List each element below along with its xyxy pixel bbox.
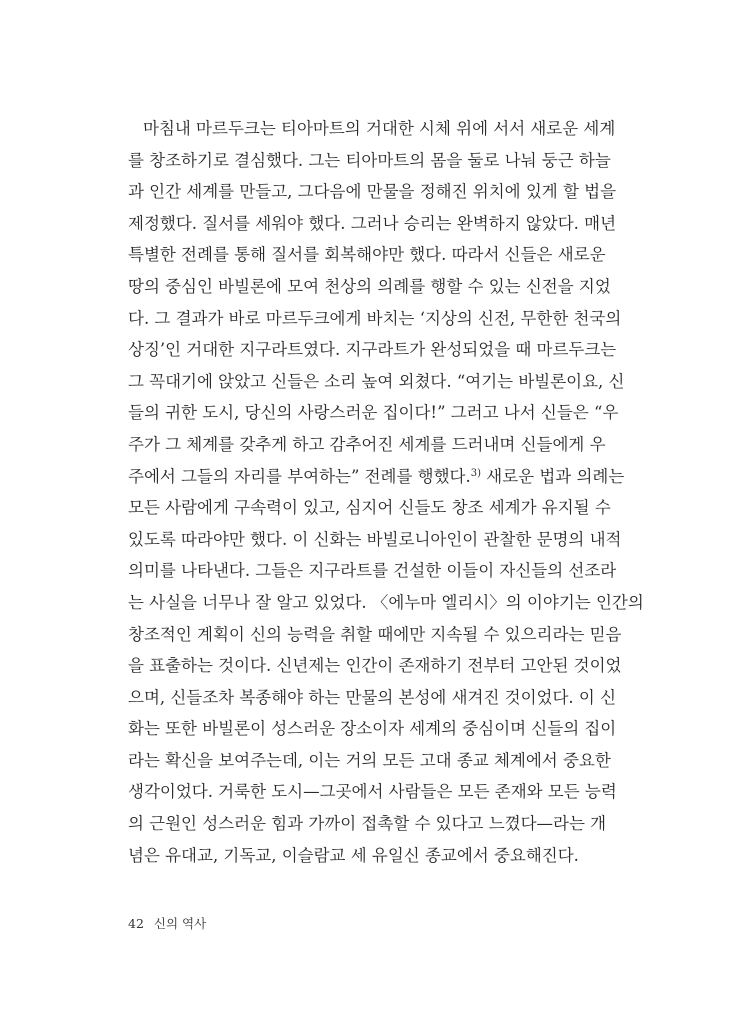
text-line: 특별한 전례를 통해 질서를 회복해야만 했다. 따라서 신들은 새로운 [128,245,606,265]
body-text [128,113,644,871]
text-line: 주가 그 체계를 갖추게 하고 감추어진 세계를 드러내며 신들에게 우 [128,434,606,454]
text-line: 는 사실을 너무나 잘 알고 있었다. 〈에누마 엘리시〉의 이야기는 인간의 [128,592,644,612]
text-line: 다. 그 결과가 바로 마르두크에게 바치는 ‘지상의 신전, 무한한 천국의 [128,308,622,328]
text-line: 땅의 중심인 바빌론에 모여 천상의 의례를 행할 수 있는 신전을 지었 [128,276,611,296]
text-line [128,461,625,493]
text-line: 념은 유대교, 기독교, 이슬람교 세 유일신 종교에서 중요해진다. [128,845,579,865]
page-number: 42 [128,916,144,931]
text-line: 라는 확신을 보여주는데, 이는 거의 모든 고대 종교 체계에서 중요한 [128,750,611,770]
text-line: 그 꼭대기에 앉았고 신들은 소리 높여 외쳤다. “여기는 바빌론이요, 신 [128,371,625,391]
text-line: 의미를 나타낸다. 그들은 지구라트를 건설한 이들이 자신들의 선조라 [128,561,617,581]
text-line: 있도록 따라야만 했다. 이 신화는 바빌로니아인이 관찰한 문명의 내적 [128,529,622,549]
footnote-marker[interactable]: 3) [470,467,482,479]
text-line: 과 인간 세계를 만들고, 그다음에 만물을 정해진 위치에 있게 할 법을 [128,182,617,202]
text-line: 를 창조하기로 결심했다. 그는 티아마트의 몸을 둘로 나눠 둥근 하늘 [128,150,611,170]
text-line: 제정했다. 질서를 세워야 했다. 그러나 승리는 완벽하지 않았다. 매년 [128,213,617,233]
text-line: 창조적인 계획이 신의 능력을 취할 때에만 지속될 수 있으리라는 믿음 [128,624,622,644]
text-line: 생각이었다. 거룩한 도시—그곳에서 사람들은 모든 존재와 모든 능력 [128,782,617,802]
text-line: 을 표출하는 것이다. 신년제는 인간이 존재하기 전부터 고안된 것이었 [128,656,622,676]
text-line: 으며, 신들조차 복종해야 하는 만물의 본성에 새겨진 것이었다. 이 신 [128,687,617,707]
running-title: 신의 역사 [153,916,207,931]
text-line: 들의 귀한 도시, 당신의 사랑스러운 집이다!” 그러고 나서 신들은 “우 [128,403,619,423]
page-footer [128,914,206,932]
text-line: 의 근원인 성스러운 힘과 가까이 접촉할 수 있다고 느꼈다—라는 개 [128,814,607,834]
text-segment: 새로운 법과 의례는 [481,466,625,486]
text-segment: 주에서 그들의 자리를 부여하는” 전례를 행했다. [128,466,471,486]
text-line: 상징’인 거대한 지구라트였다. 지구라트가 완성되었을 때 마르두크는 [128,340,617,360]
text-line: 화는 또한 바빌론이 성스러운 장소이자 세계의 중심이며 신들의 집이 [128,719,617,739]
text-line: 마침내 마르두크는 티아마트의 거대한 시체 위에 서서 새로운 세계 [143,119,616,138]
text-line: 모든 사람에게 구속력이 있고, 심지어 신들도 창조 세계가 유지될 수 [128,498,611,518]
